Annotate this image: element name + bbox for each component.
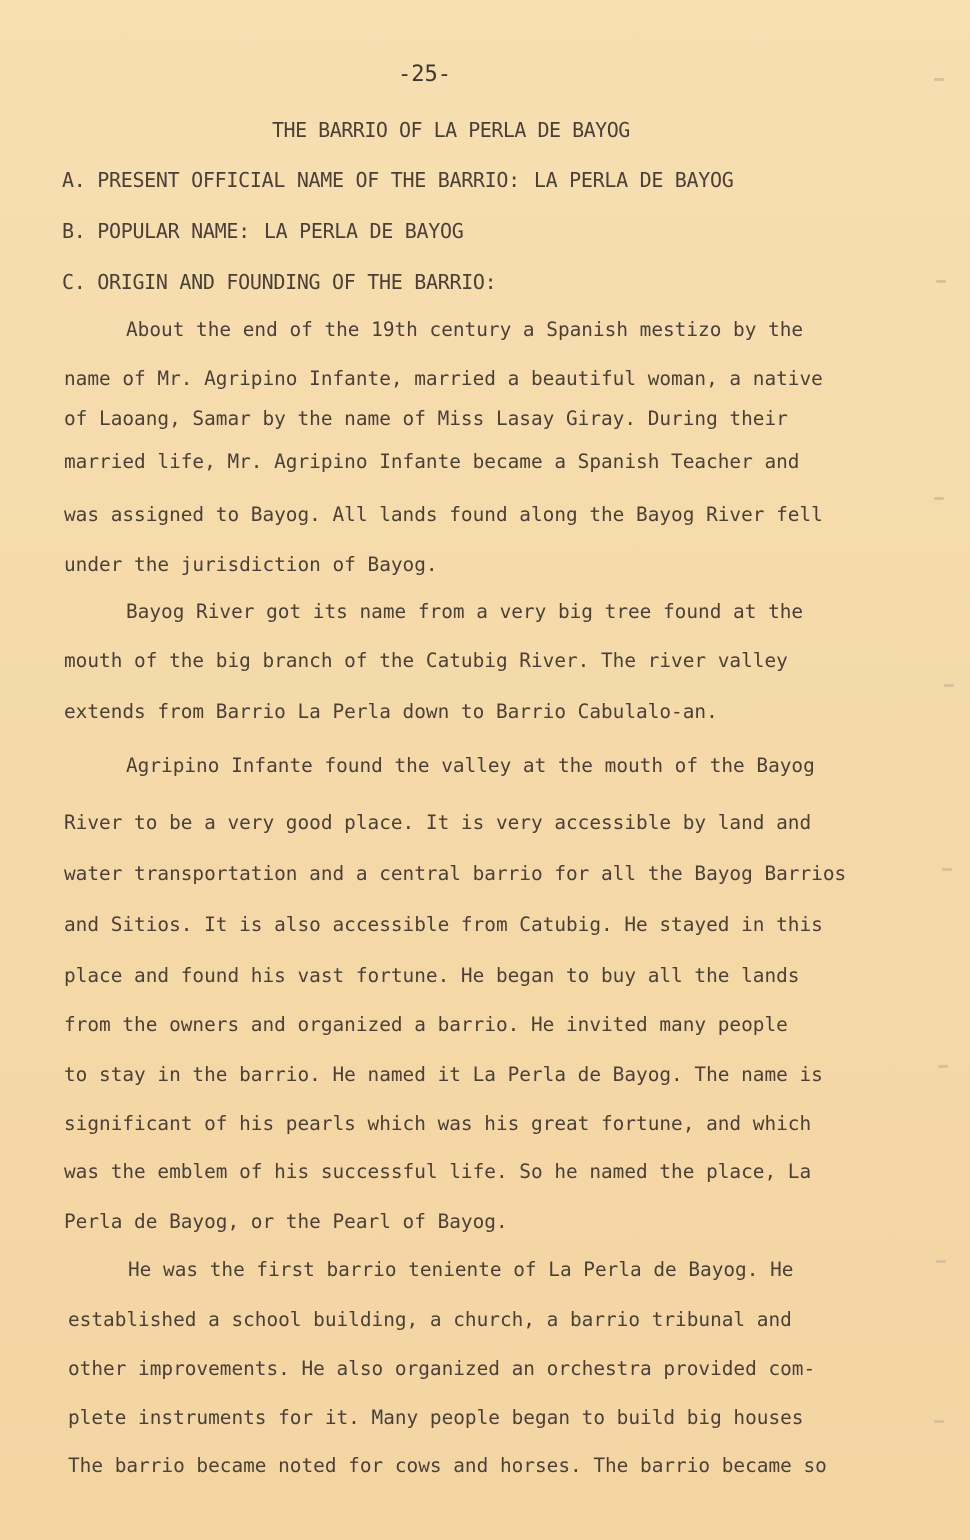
body-line: was assigned to Bayog. All lands found along the Bayog River fell	[64, 503, 823, 526]
section-c-heading	[62, 270, 496, 294]
body-line: other improvements. He also organized an orchestra provided com-	[68, 1357, 816, 1380]
body-line: He was the first barrio teniente of La Perla de Bayog. He	[128, 1258, 794, 1281]
paper-speck	[934, 497, 944, 500]
body-line: from the owners and organized a barrio. He invited many people	[64, 1013, 788, 1036]
body-line: Bayog River got its name from a very big tree found at the	[126, 600, 804, 623]
paper-speck	[944, 684, 954, 687]
body-line: place and found his vast fortune. He began to buy all the lands	[64, 964, 800, 987]
body-line: mouth of the big branch of the Catubig River. The river valley	[64, 649, 788, 672]
paper-speck	[934, 78, 944, 81]
body-line: The barrio became noted for cows and horses. The barrio became so	[68, 1454, 827, 1477]
body-line: About the end of the 19th century a Spanish mestizo by the	[126, 318, 804, 341]
body-line: River to be a very good place. It is very accessible by land and	[64, 811, 812, 834]
body-line: was the emblem of his successful life. So he named the place, La	[64, 1160, 812, 1183]
body-line: water transportation and a central barrio for all the Bayog Barrios	[64, 862, 847, 885]
paper-speck	[936, 1260, 946, 1263]
section-c-label: C. ORIGIN AND FOUNDING OF THE BARRIO:	[62, 270, 497, 294]
body-line: plete instruments for it. Many people began to build big houses	[68, 1406, 804, 1429]
document-title: THE BARRIO OF LA PERLA DE BAYOG	[272, 118, 630, 142]
paper-speck	[938, 1065, 948, 1068]
body-line: Perla de Bayog, or the Pearl of Bayog.	[64, 1210, 508, 1233]
body-line: extends from Barrio La Perla down to Barrio Cabulalo-an.	[64, 700, 718, 723]
body-line: under the jurisdiction of Bayog.	[64, 553, 438, 576]
paper-speck	[936, 280, 946, 283]
paper-speck	[942, 868, 952, 871]
section-a-value: LA PERLA DE BAYOG	[533, 168, 734, 192]
section-a-heading	[62, 168, 734, 192]
body-line: significant of his pearls which was his great fortune, and which	[64, 1112, 812, 1135]
body-line: name of Mr. Agripino Infante, married a beautiful woman, a native	[64, 367, 823, 390]
body-line: of Laoang, Samar by the name of Miss Lasay Giray. During their	[64, 407, 788, 430]
body-line: married life, Mr. Agripino Infante became a Spanish Teacher and	[64, 450, 800, 473]
section-b-label: B. POPULAR NAME:	[62, 219, 250, 243]
body-line: established a school building, a church, a barrio tribunal and	[68, 1308, 792, 1331]
body-line: and Sitios. It is also accessible from Catubig. He stayed in this	[64, 913, 823, 936]
body-line: Agripino Infante found the valley at the mouth of the Bayog	[126, 754, 815, 777]
section-b-value: LA PERLA DE BAYOG	[263, 219, 464, 243]
body-line: to stay in the barrio. He named it La Perla de Bayog. The name is	[64, 1063, 823, 1086]
section-b-heading	[62, 219, 463, 243]
page-number: -25-	[398, 62, 451, 87]
paper-speck	[934, 1420, 944, 1423]
section-a-label: A. PRESENT OFFICIAL NAME OF THE BARRIO:	[62, 168, 520, 192]
